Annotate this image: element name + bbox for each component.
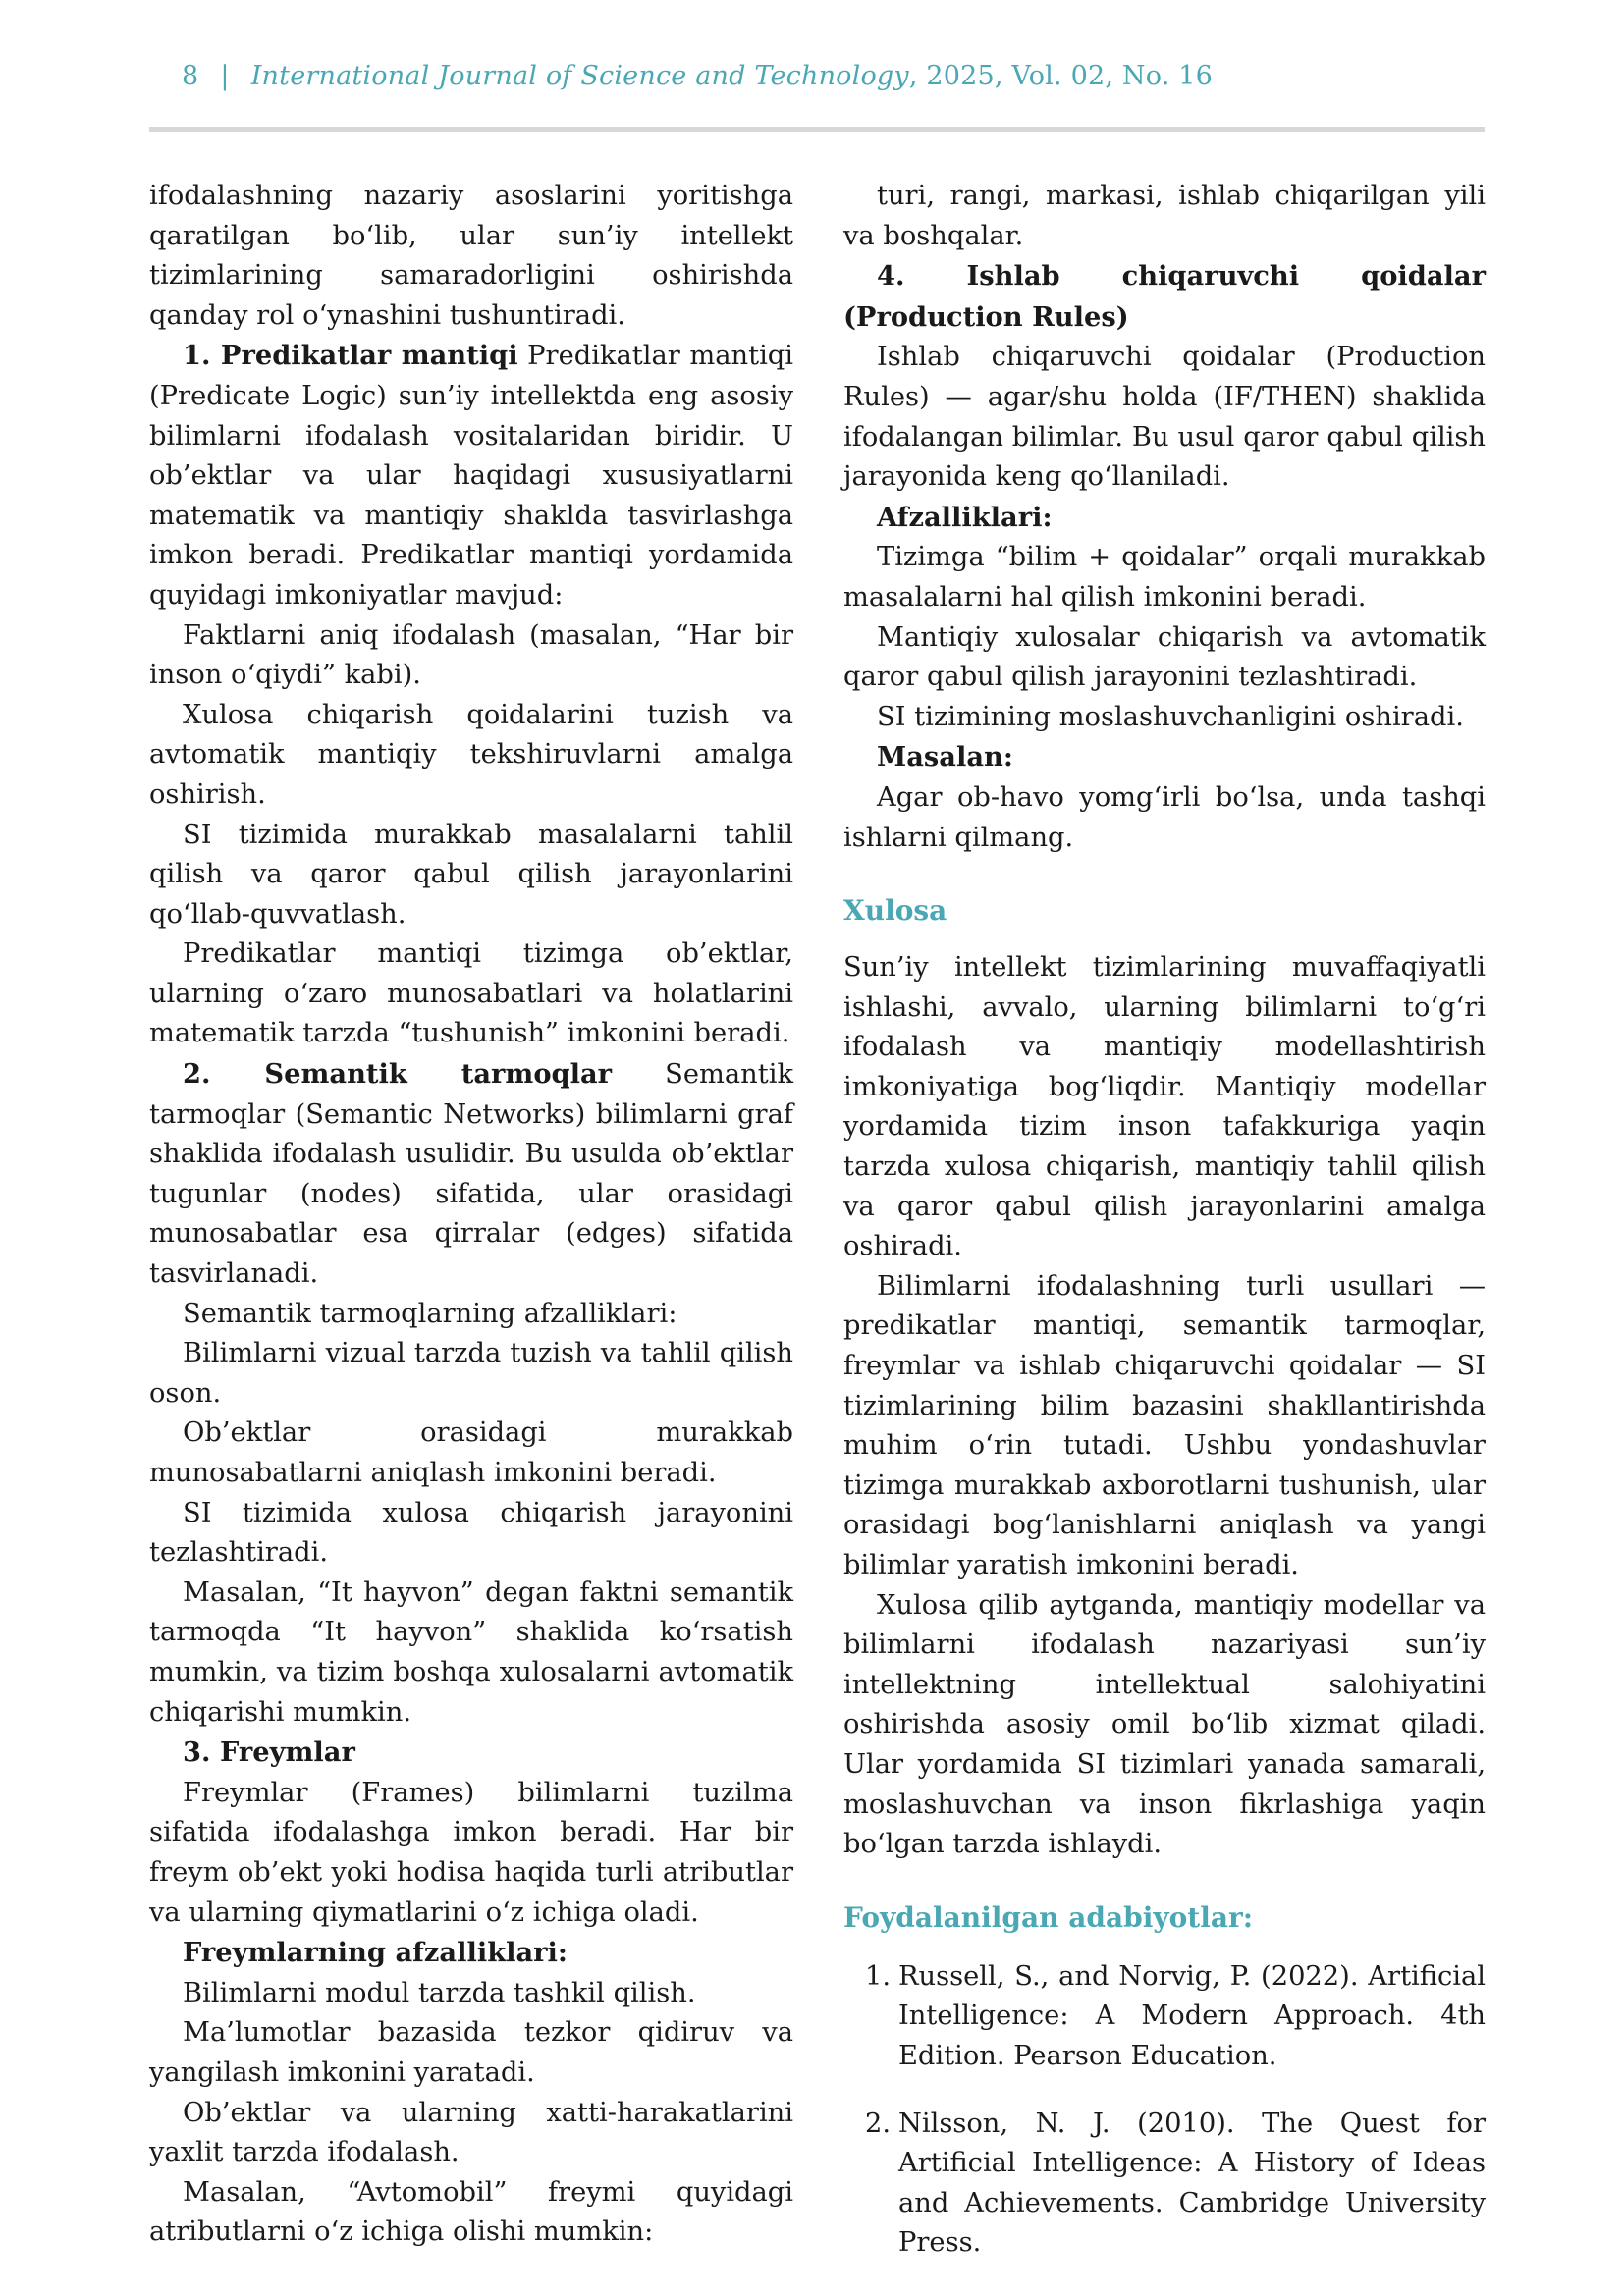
paragraph: 1. Predikatlar mantiqi Predikatlar mantiqi (Predicate Logic) sun’iy intellektda eng asosiy bilimlarni ifodalash vositalaridan biridir. U ob’ektlar va ular haqidagi xususiyatlarni matematik va mantiqiy shaklda tasvirlashga imkon beradi. Predikatlar mantiqi yordamida quyidagi imkoniyatlar mavjud: (149, 340, 793, 611)
paragraph: Predikatlar mantiqi tizimga ob’ektlar, ularning o‘zaro munosabatlari va holatlarini matematik tarzda “tushunish” imkonini beradi. (149, 938, 793, 1049)
paragraph (149, 1933, 793, 1974)
paragraph: Bilimlarni modul tarzda tashkil qilish. (183, 1977, 696, 2008)
subheading: Freymlarning afzalliklari: (183, 1937, 568, 1969)
paragraph: Masalan, “Avtomobil” freymi quyidagi atributlarni o‘z ichiga olishi mumkin: (149, 2176, 793, 2248)
paragraph: Xulosa chiqarish qoidalarini tuzish va avtomatik mantiqiy tekshiruvlarni amalga oshirish. (149, 699, 793, 810)
header-separator: | (220, 61, 230, 91)
paragraph: Ishlab chiqaruvchi qoidalar (Production Rules) — agar/shu holda (IF/THEN) shaklida ifodalangan bilimlar. Bu usul qaror qabul qilish jarayonida keng qo‘llaniladi. (843, 342, 1486, 493)
subheading: Masalan: (877, 741, 1013, 774)
paragraph: Freymlar (Frames) bilimlarni tuzilma sifatida ifodalashga imkon beradi. Har bir freym ob’ekt yoki hodisa haqida turli atributlar va ularning qiymatlarini o‘z ichiga oladi. (149, 1777, 793, 1928)
paragraph: Ma’lumotlar bazasida tezkor qidiruv va yangilash imkonini yaratadi. (149, 2017, 793, 2088)
journal-title: International Journal of Science and Technology (250, 61, 909, 91)
reference-list (843, 1957, 1486, 2264)
subheading: Afzalliklari: (877, 501, 1053, 533)
paragraph: Masalan, “It hayvon” degan faktni semantik tarmoqda “It hayvon” shaklida ko‘rsatish mumkin, va tizim boshqa xulosalarni avtomatik chiqarishi mumkin. (149, 1576, 793, 1728)
conclusion-paragraph: Bilimlarni ifodalashning turli usullari — predikatlar mantiqi, semantik tarmoqlar, freymlar va ishlab chiqaruvchi qoidalar — SI tizimlarining bilim bazasini shakllantirishda muhim o‘rin tutadi. Ushbu yondashuvlar tizimga murakkab axborotlarni tushunish, ular orasidagi bog‘lanishlarni aniqlash va yangi bilimlar yaratish imkonini beradi. (843, 1270, 1486, 1580)
conclusion-heading: Xulosa (843, 894, 947, 928)
header-rule (149, 127, 1485, 132)
running-header (182, 61, 1213, 91)
reference-number: 2. (865, 2108, 892, 2139)
conclusion-paragraph: Sun’iy intellekt tizimlarining muvaffaqiyatli ishlashi, avvalo, ularning bilimlarni to‘g‘ri ifodalash va mantiqiy modellashtirish imkoniyatiga bog‘liqdir. Mantiqiy modellar yordamida tizim inson tafakkuriga yaqin tarzda xulosa chiqarish, mantiqiy tahlil qilish va qaror qabul qilish jarayonlarini amalga oshiradi. (843, 952, 1486, 1262)
conclusion-paragraph: Xulosa qilib aytganda, mantiqiy modellar va bilimlarni ifodalash nazariyasi sun’iy intellektning intellektual salohiyatini oshirishda asosiy omil bo‘lib xizmat qiladi. Ular yordamida SI tizimlari yanada samarali, moslashuvchan va inson fikrlashiga yaqin bo‘lgan tarzda ishlaydi. (843, 1589, 1486, 1860)
paragraph: Agar ob-havo yomg‘irli bo‘lsa, unda tashqi ishlarni qilmang. (843, 781, 1486, 853)
reference-text: Russell, S., and Norvig, P. (2022). Artificial Intelligence: A Modern Approach. 4th Edition. Pearson Education. (898, 1960, 1486, 2071)
paragraph: SI tizimining moslashuvchanligini oshiradi. (877, 701, 1464, 732)
page-number: 8 (182, 61, 199, 91)
paragraph (843, 737, 1486, 778)
paragraph (149, 1733, 793, 1774)
paragraph: turi, rangi, markasi, ishlab chiqarilgan yili va boshqalar. (843, 181, 1486, 251)
reference-text: Nilsson, N. J. (2010). The Quest for Artificial Intelligence: A History of Ideas and Achievements. Cambridge University Press. (898, 2108, 1486, 2259)
paragraph: Faktlarni aniq ifodalash (masalan, “Har bir inson o‘qiydi” kabi). (149, 619, 793, 691)
left-column (149, 177, 793, 2253)
paragraph: Tizimga “bilim + qoidalar” orqali murakkab masalalarni hal qilish imkonini beradi. (843, 542, 1486, 613)
paragraph: SI tizimida xulosa chiqarish jarayonini tezlashtiradi. (149, 1497, 793, 1569)
paragraph: 2. Semantik tarmoqlar Semantik tarmoqlar (Semantic Networks) bilimlarni graf shaklida ifodalash usulidir. Bu usulda ob’ektlar tugunlar (nodes) sifatida, ular orasidagi munosabatlar esa qirralar (edges) sifatida tasvirlanadi. (149, 1058, 794, 1290)
subheading: 2. Semantik tarmoqlar (183, 1058, 613, 1091)
paragraph: Mantiqiy xulosalar chiqarish va avtomatik qaror qabul qilish jarayonini tezlashtiradi. (843, 621, 1486, 693)
paragraph: Semantik tarmoqlarning afzalliklari: (183, 1298, 677, 1329)
right-column (843, 177, 1486, 2264)
paragraph: ifodalashning nazariy asoslarini yoritishga qaratilgan bo‘lib, ular sun’iy intellekt tizimlarining samaradorligini oshirishda qanday rol o‘ynashini tushuntiradi. (149, 181, 793, 331)
subheading: 1. Predikatlar mantiqi (183, 340, 518, 372)
paragraph: SI tizimida murakkab masalalarni tahlil qilish va qaror qabul qilish jarayonlarini qo‘llab-quvvatlash. (149, 819, 793, 930)
reference-number: 1. (865, 1960, 892, 1992)
subheading: 4. Ishlab chiqaruvchi qoidalar (Production Rules) (843, 260, 1486, 333)
references-heading: Foydalanilgan adabiyotlar: (843, 1900, 1254, 1934)
paragraph (843, 498, 1486, 539)
reference-item (843, 2105, 1486, 2264)
reference-item (843, 1957, 1486, 2077)
paragraph: Ob’ektlar orasidagi murakkab munosabatlarni aniqlash imkonini beradi. (149, 1417, 793, 1488)
journal-issue: , 2025, Vol. 02, No. 16 (908, 61, 1214, 91)
paragraph: Bilimlarni vizual tarzda tuzish va tahlil qilish oson. (149, 1338, 793, 1409)
paragraph: Ob’ektlar va ularning xatti-harakatlarini yaxlit tarzda ifodalash. (149, 2097, 793, 2168)
subheading: 3. Freymlar (183, 1736, 355, 1769)
paragraph (843, 256, 1486, 338)
